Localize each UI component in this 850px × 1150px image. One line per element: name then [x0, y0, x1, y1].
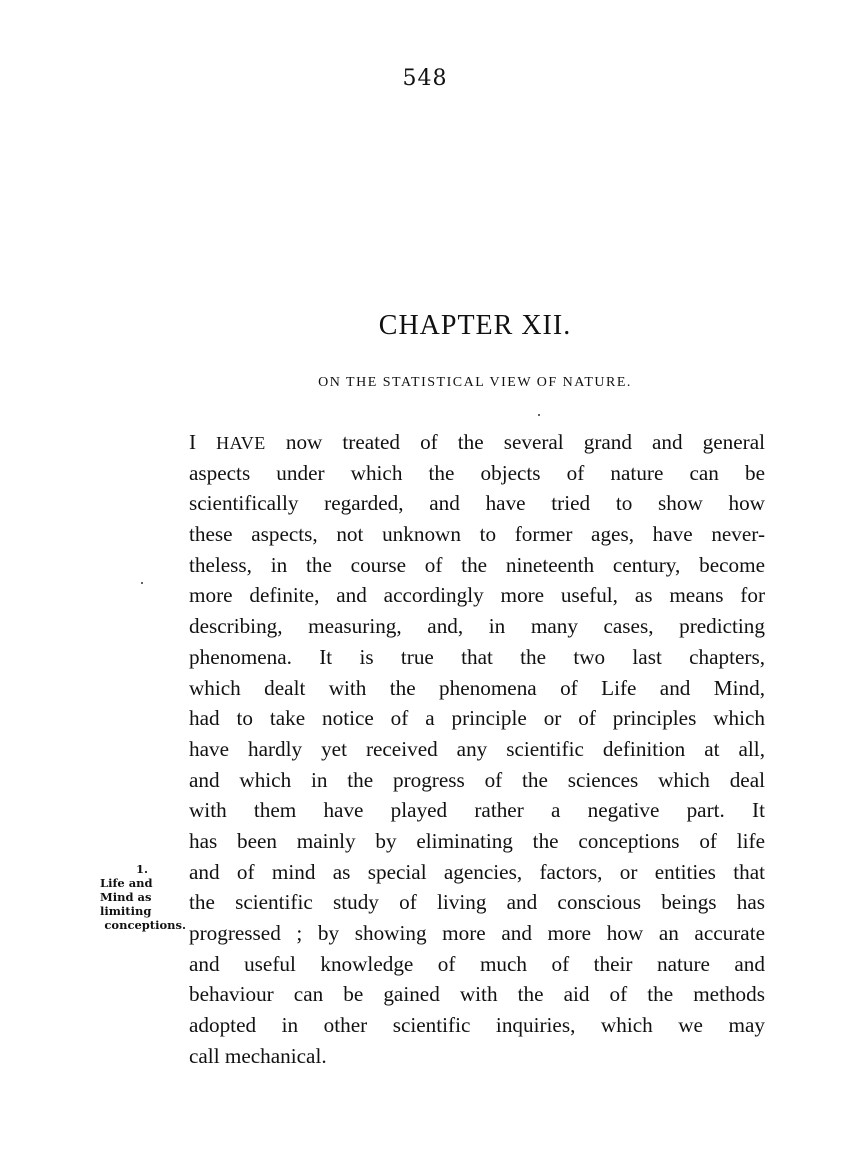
body-text — [189, 427, 765, 1071]
side-note-number: 1. — [135, 862, 148, 876]
body-line: and of mind as special agencies, factors, or entities that — [189, 859, 765, 884]
body-line: had to take notice of a principle or of principles which — [189, 706, 765, 731]
body-line: aspects under which the objects of nature can be — [189, 460, 765, 485]
body-line: progressed ; by showing more and more how an accurate — [189, 921, 765, 945]
chapter-subtitle: ON THE STATISTICAL VIEW OF NATURE. — [318, 375, 632, 390]
first-word-rest: HAVE — [216, 433, 266, 453]
body-line: the scientific study of living and conscious beings has — [189, 890, 765, 915]
body-line: which dealt with the phenomena of Life and Mind, — [189, 675, 765, 700]
side-note-line: Life and — [100, 876, 153, 890]
body-line: with them have played rather a negative part. It — [189, 798, 765, 823]
body-line: call mechanical. — [189, 1043, 327, 1068]
body-line: behaviour can be gained with the aid of the methods — [189, 982, 765, 1007]
body-line: phenomena. It is true that the two last chapters, — [189, 644, 765, 669]
body-line: these aspects, not unknown to former ages, have never- — [189, 522, 765, 547]
body-line: describing, measuring, and, in many cases, predicting — [189, 614, 765, 639]
first-word-cap: I — [189, 430, 197, 454]
side-note-line: conceptions. — [104, 918, 186, 932]
side-note-line: Mind as — [100, 890, 152, 904]
side-note — [96, 862, 186, 932]
body-line: have hardly yet received any scientific definition at all, — [189, 736, 765, 761]
body-line — [189, 427, 765, 458]
stray-dot — [141, 582, 143, 584]
body-line: scientifically regarded, and have tried to show how — [189, 491, 765, 516]
stray-dot — [538, 414, 540, 416]
page-number: 548 — [402, 66, 448, 91]
chapter-title: CHAPTER XII. — [378, 310, 572, 341]
body-line: and which in the progress of the sciences which deal — [189, 767, 765, 792]
body-line: adopted in other scientific inquiries, which we may — [189, 1013, 765, 1038]
body-line: more definite, and accordingly more useful, as means for — [189, 583, 765, 608]
body-line-text: now treated of the several grand and general — [265, 430, 766, 454]
side-note-line: limiting — [100, 904, 152, 918]
body-line: theless, in the course of the nineteenth century, become — [189, 552, 765, 577]
body-line: has been mainly by eliminating the conceptions of life — [189, 828, 765, 853]
body-line: and useful knowledge of much of their nature and — [189, 951, 765, 976]
